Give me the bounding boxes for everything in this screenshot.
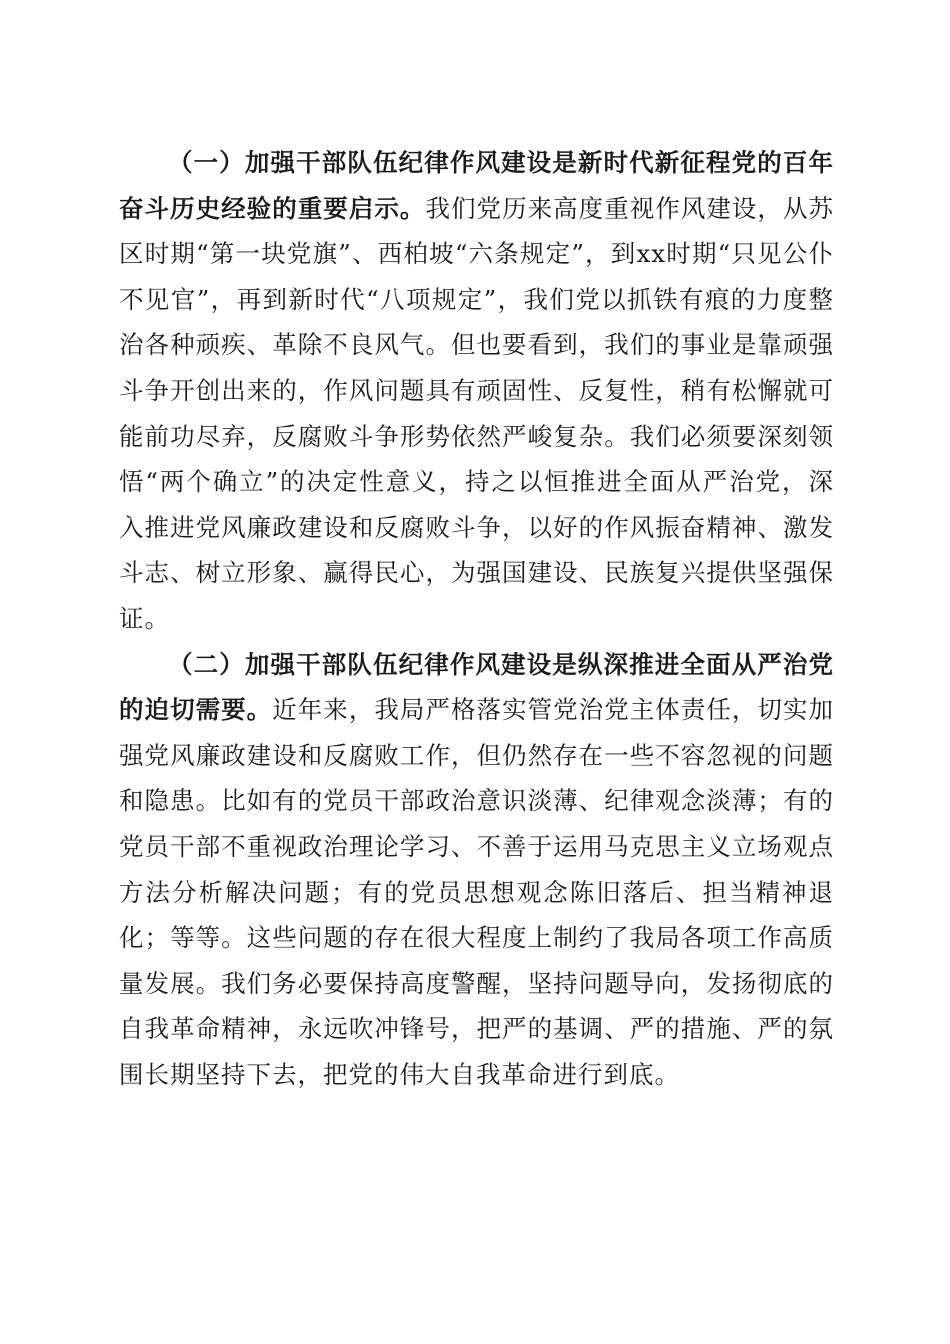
paragraph-1	[119, 140, 834, 642]
document-body	[119, 140, 834, 1097]
paragraph-2	[119, 642, 834, 1098]
paragraph-1-heading: （一）加强干部队伍纪律作风建设是新时代新征程党的百年奋斗历史经验的重要启示。	[119, 148, 834, 223]
paragraph-2-body: 近年来，我局严格落实管党治党主体责任，切实加强党风廉政建设和反腐败工作，但仍然存在一些不容忽视的问题和隐患。比如有的党员干部政治意识淡薄、纪律观念淡薄；有的党员干部不重视政治理论学习、不善于运用马克思主义立场观点方法分析解决问题；有的党员思想观念陈旧落后、担当精神退化；等等。这些问题的存在很大程度上制约了我局各项工作高质量发展。我们务必要保持高度警醒，坚持问题导向，发扬彻底的自我革命精神，永远吹冲锋号，把严的基调、严的措施、严的氛围长期坚持下去，把党的伟大自我革命进行到底。	[119, 695, 835, 1089]
paragraph-1-body: 我们党历来高度重视作风建设，从苏区时期“第一块党旗”、西柏坡“六条规定”，到xx时期“只见公仆不见官”，再到新时代“八项规定”，我们党以抓铁有痕的力度整治各种顽疾、革除不良风气。但也要看到，我们的事业是靠顽强斗争开创出来的，作风问题具有顽固性、反复性，稍有松懈就可能前功尽弃，反腐败斗争形势依然严峻复杂。我们必须要深刻领悟“两个确立”的决定性意义，持之以恒推进全面从严治党，深入推进党风廉政建设和反腐败斗争，以好的作风振奋精神、激发斗志、树立形象、赢得民心，为强国建设、民族复兴提供坚强保证。	[119, 193, 835, 633]
paragraph-2-heading: （二）加强干部队伍纪律作风建设是纵深推进全面从严治党的迫切需要。	[119, 649, 834, 725]
